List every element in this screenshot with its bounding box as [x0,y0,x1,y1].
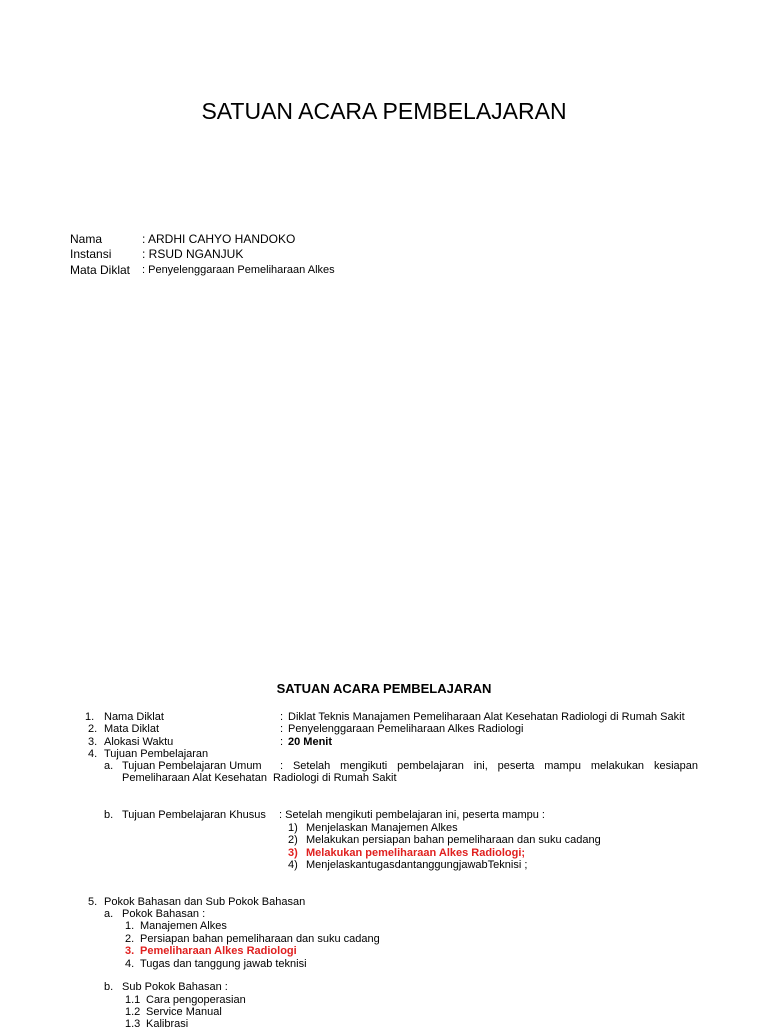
item-num: 4. [88,748,98,760]
tpk-item-text: Menjelaskan Manajemen Alkes [306,822,458,834]
tpk-item-text: MenjelaskantugasdantanggungjawabTeknisi ; [306,859,528,871]
item-label: Tujuan Pembelajaran [104,748,209,760]
pokok-b-item-num: 1.1 [125,994,141,1006]
cover-label-mata-diklat: Mata Diklat [70,263,131,277]
pokok-a-title: Pokok Bahasan : [122,908,206,920]
item-value: 20 Menit [288,736,333,748]
item-colon: : [280,736,284,748]
pokok-a-item-text: Pemeliharaan Alkes Radiologi [140,945,297,957]
pokok-a-item-text: Tugas dan tanggung jawab teknisi [140,958,307,970]
item-label: Nama Diklat [104,711,164,723]
pokok-b-item-text: Kalibrasi [146,1018,189,1030]
cover-title: SATUAN ACARA PEMBELAJARAN [201,98,567,124]
tpk-item-num: 1) [288,822,298,834]
item-value: Diklat Teknis Manajamen Pemeliharaan Alat Kesehatan Radiologi di Rumah Sakit [288,711,685,723]
tpk-item-text: Melakukan persiapan bahan pemeliharaan dan suku cadang [306,834,601,846]
item-num: 3. [88,736,98,748]
tpu-line2: Pemeliharaan Alat Kesehatan Radiologi di Rumah Sakit [122,772,397,784]
tpk-item-num: 3) [288,847,298,859]
item-value: Penyelenggaraan Pemeliharaan Alkes Radiologi [288,723,524,735]
tpk-label: Tujuan Pembelajaran Khusus [122,809,266,821]
tpu-letter: a. [104,760,114,772]
pokok-b-item-num: 1.3 [125,1018,141,1030]
pokok-b-letter: b. [104,981,114,993]
pokok-b-item-text: Service Manual [146,1006,222,1018]
pokok-b-item-text: Cara pengoperasian [146,994,246,1006]
pokok-b-title: Sub Pokok Bahasan : [122,981,228,993]
pokok-a-item-num: 3. [125,945,135,957]
pokok-b-item-num: 1.2 [125,1006,141,1018]
cover-label-nama: Nama [70,232,103,246]
pokok-a-item-num: 4. [125,958,135,970]
pokok-num: 5. [88,896,98,908]
tpk-intro: : Setelah mengikuti pembelajaran ini, peserta mampu : [279,809,545,821]
item-colon: : [280,711,284,723]
tpk-item-num: 2) [288,834,298,846]
item-colon: : [280,723,284,735]
pokok-a-item-text: Persiapan bahan pemeliharaan dan suku cadang [140,933,380,945]
tpk-item-num: 4) [288,859,298,871]
pokok-a-item-num: 1. [125,920,135,932]
item-num: 2. [88,723,98,735]
pokok-a-item-num: 2. [125,933,135,945]
tpk-letter: b. [104,809,114,821]
item-num: 1. [85,711,95,723]
pokok-title: Pokok Bahasan dan Sub Pokok Bahasan [104,896,306,908]
tpk-item-text: Melakukan pemeliharaan Alkes Radiologi; [306,847,526,859]
pokok-a-letter: a. [104,908,114,920]
item-label: Mata Diklat [104,723,160,735]
tpu-label: Tujuan Pembelajaran Umum [122,760,262,772]
item-label: Alokasi Waktu [104,736,174,748]
section-title: SATUAN ACARA PEMBELAJARAN [276,681,492,696]
cover-value-nama: : ARDHI CAHYO HANDOKO [142,232,296,246]
cover-value-instansi: : RSUD NGANJUK [142,247,244,261]
cover-value-mata-diklat: : Penyelenggaraan Pemeliharaan Alkes [142,264,335,276]
cover-label-instansi: Instansi [70,247,112,261]
pokok-a-item-text: Manajemen Alkes [140,920,227,932]
tpu-line1: : Setelah mengikuti pembelajaran ini, peserta mampu melakukan kesiapan [280,760,698,772]
